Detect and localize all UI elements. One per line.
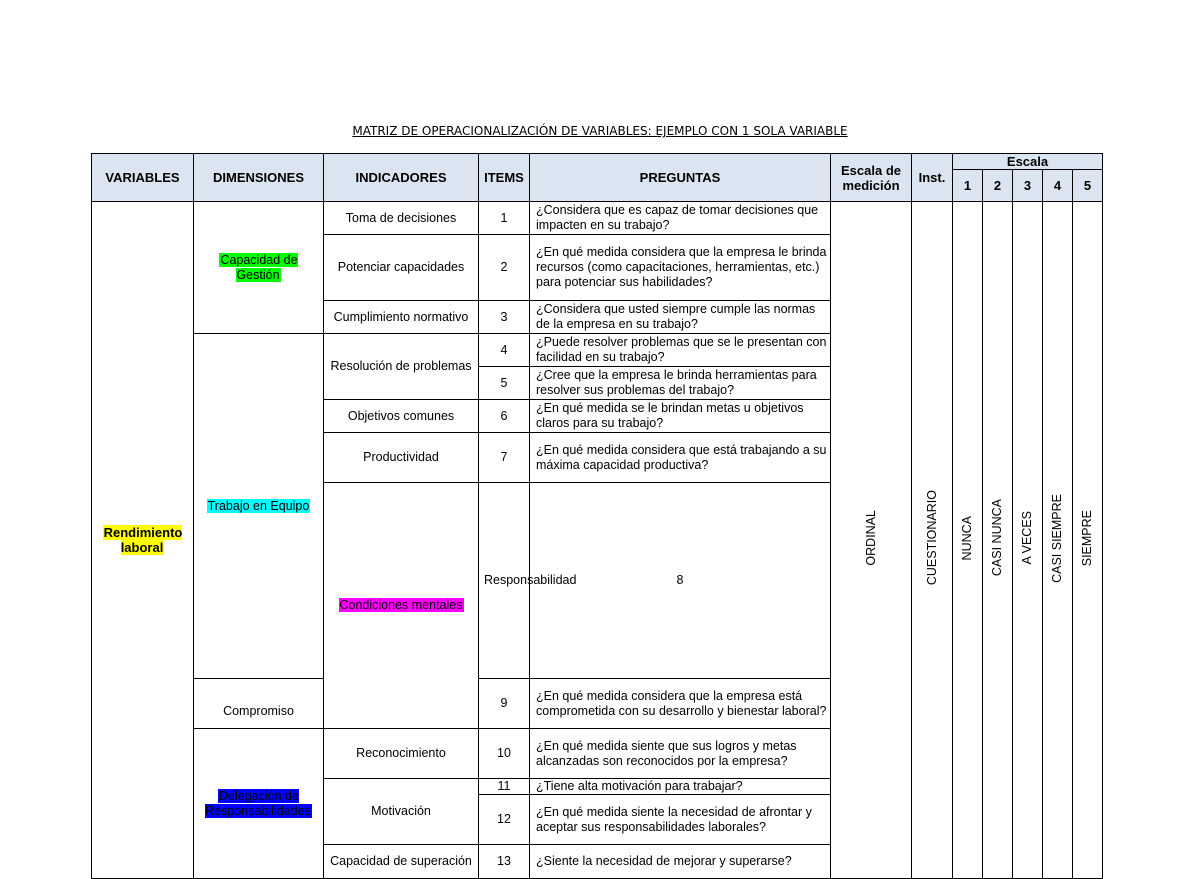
document-title: MATRIZ DE OPERACIONALIZACIÓN DE VARIABLES: EJEMPLO CON 1 SOLA VARIABLE <box>352 124 848 138</box>
table-row <box>92 202 1103 235</box>
item-number: 1 <box>479 202 530 235</box>
scale-label: CASI SIEMPRE <box>1050 493 1064 583</box>
instrument-value: CUESTIONARIO <box>924 490 939 586</box>
item-number: 3 <box>479 301 530 334</box>
instrument-cell <box>912 202 953 879</box>
dimension-cell <box>194 729 324 879</box>
question-cell: ¿Siente la necesidad de mejorar y superarse? <box>530 845 831 879</box>
item-number: 11 <box>479 779 530 795</box>
scale-label-cell <box>953 202 983 879</box>
item-number: 10 <box>479 729 530 779</box>
question-cell: ¿En qué medida se le brindan metas u objetivos claros para su trabajo? <box>530 400 831 433</box>
dimension-cell <box>194 202 324 334</box>
escala-medicion-cell <box>831 202 912 879</box>
header-dimensiones: DIMENSIONES <box>194 154 324 202</box>
indicator-cell: Compromiso <box>194 679 324 729</box>
question-cell: ¿Tiene alta motivación para trabajar? <box>530 779 831 795</box>
indicator-cell: Toma de decisiones <box>324 202 479 235</box>
header-preguntas: PREGUNTAS <box>530 154 831 202</box>
question-cell: ¿En qué medida siente que sus logros y metas alcanzadas son reconocidos por la empresa? <box>530 729 831 779</box>
header-escala-medicion: Escala de medición <box>831 154 912 202</box>
scale-label: NUNCA <box>960 515 974 561</box>
header-items: ITEMS <box>479 154 530 202</box>
dimension-label: Condiciones mentales <box>339 598 463 612</box>
item-number: 7 <box>479 433 530 483</box>
dimension-label: Trabajo en Equipo <box>207 498 310 513</box>
dimension-cell <box>324 483 479 729</box>
indicator-cell: Objetivos comunes <box>324 400 479 433</box>
question-cell: ¿Cree que la empresa le brinda herramientas para resolver sus problemas del trabajo? <box>530 367 831 400</box>
item-number: 5 <box>479 367 530 400</box>
indicator-cell: Productividad <box>324 433 479 483</box>
header-scale-2: 2 <box>983 170 1013 202</box>
variable-cell <box>92 202 194 879</box>
indicator-cell: Motivación <box>324 779 479 845</box>
indicator-cell: Cumplimiento normativo <box>324 301 479 334</box>
header-scale-3: 3 <box>1013 170 1043 202</box>
item-number: 4 <box>479 334 530 367</box>
question-cell: ¿Puede resolver problemas que se le presentan con facilidad en su trabajo? <box>530 334 831 367</box>
item-number: 2 <box>479 235 530 301</box>
scale-label-cell <box>1043 202 1073 879</box>
scale-label-cell <box>1013 202 1043 879</box>
indicator-cell: Reconocimiento <box>324 729 479 779</box>
header-scale-5: 5 <box>1073 170 1103 202</box>
header-indicadores: INDICADORES <box>324 154 479 202</box>
dimension-label: Delegación de Responsabilidades <box>205 788 311 818</box>
scale-label: CASI NUNCA <box>990 499 1004 577</box>
scale-label: SIEMPRE <box>1080 509 1095 567</box>
question-cell: ¿Considera que usted siempre cumple las normas de la empresa en su trabajo? <box>530 301 831 334</box>
question-cell: ¿En qué medida considera que la empresa le brinda recursos (como capacitaciones, herramientas, etc.) para potenciar sus habilidades? <box>530 235 831 301</box>
escala-medicion-value: ORDINAL <box>863 510 878 566</box>
item-number: 6 <box>479 400 530 433</box>
question-cell: ¿En qué medida siente la necesidad de afrontar y aceptar sus responsabilidades laborales? <box>530 795 831 845</box>
header-scale-1: 1 <box>953 170 983 202</box>
question-cell: ¿En qué medida considera que la empresa está comprometida con su desarrollo y bienestar laboral? <box>530 679 831 729</box>
scale-label-cell <box>983 202 1013 879</box>
scale-label: A VECES <box>1020 511 1034 565</box>
item-number: 9 <box>479 679 530 729</box>
indicator-cell: Potenciar capacidades <box>324 235 479 301</box>
header-scale-4: 4 <box>1043 170 1073 202</box>
dimension-label: Capacidad de Gestión <box>220 252 298 282</box>
item-number: 12 <box>479 795 530 845</box>
header-variables: VARIABLES <box>92 154 194 202</box>
operationalization-matrix <box>91 153 1103 879</box>
header-inst: Inst. <box>912 154 953 202</box>
question-cell: ¿Considera que es capaz de tomar decisiones que impacten en su trabajo? <box>530 202 831 235</box>
indicator-cell: Capacidad de superación <box>324 845 479 879</box>
indicator-cell: Responsabilidad <box>479 483 530 679</box>
header-escala: Escala <box>953 154 1103 170</box>
question-cell: ¿En qué medida considera que está trabajando a su máxima capacidad productiva? <box>530 433 831 483</box>
dimension-cell <box>194 334 324 679</box>
item-number: 13 <box>479 845 530 879</box>
indicator-cell: Resolución de problemas <box>324 334 479 400</box>
scale-label-cell <box>1073 202 1103 879</box>
variable-label: Rendimiento laboral <box>103 525 183 555</box>
item-number: 8 <box>530 483 831 679</box>
